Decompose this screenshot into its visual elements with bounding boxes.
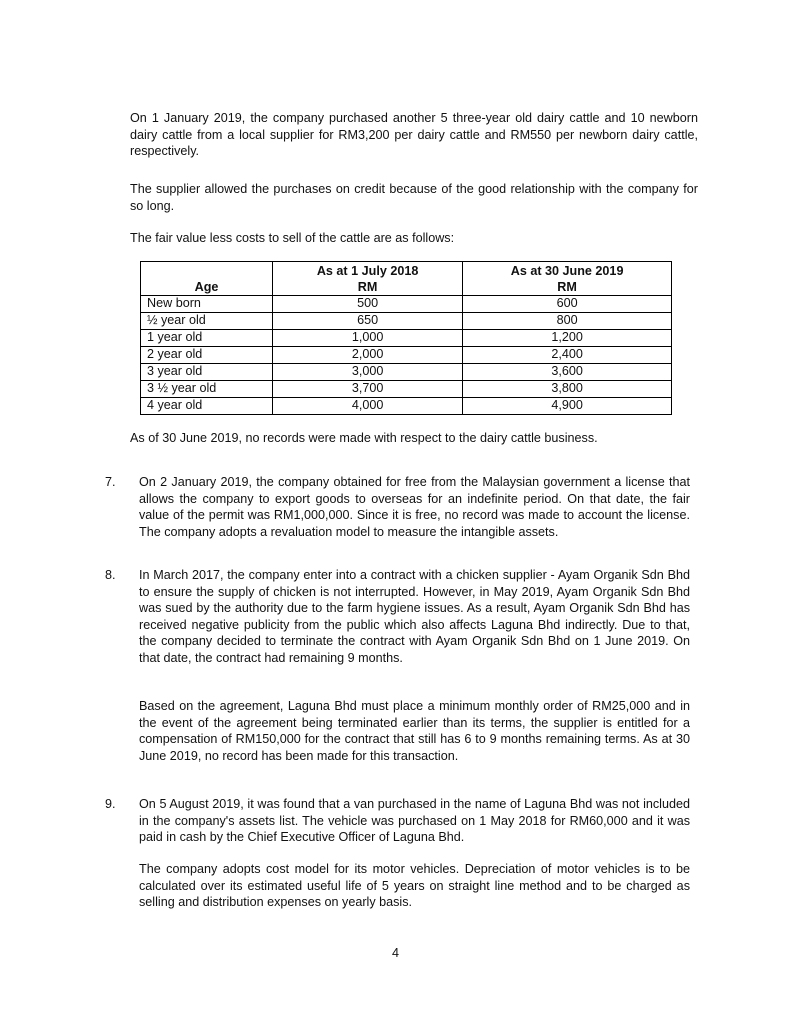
item-number-9: 9. bbox=[105, 797, 116, 811]
item-number-7: 7. bbox=[105, 475, 116, 489]
fair-value-table bbox=[140, 261, 672, 415]
table-row bbox=[141, 381, 672, 398]
item-9-text-2: The company adopts cost model for its motor vehicles. Depreciation of motor vehicles is to be calculated over its estimated useful life of 5 years on straight line method and to be charged as selling and distribution expenses on yearly basis. bbox=[139, 862, 690, 910]
table-row bbox=[141, 398, 672, 415]
cell-2019: 4,900 bbox=[463, 398, 672, 415]
cell-2018: 2,000 bbox=[273, 347, 463, 364]
header-age: Age bbox=[141, 262, 273, 296]
cell-2019: 3,600 bbox=[463, 364, 672, 381]
table-row bbox=[141, 330, 672, 347]
table-row bbox=[141, 364, 672, 381]
cell-2019: 3,800 bbox=[463, 381, 672, 398]
cell-2019: 2,400 bbox=[463, 347, 672, 364]
cell-2018: 500 bbox=[273, 296, 463, 313]
cell-age: 1 year old bbox=[141, 330, 273, 347]
cell-2018: 650 bbox=[273, 313, 463, 330]
item-7-text: On 2 January 2019, the company obtained for free from the Malaysian government a license that allows the company to export goods to overseas for an indefinite period. On that date, the fair value of the permit was RM1,000,000. Since it is free, no record was made to account the license. The company adopts a revaluation model to measure the intangible assets. bbox=[139, 475, 690, 539]
item-8-text-2: Based on the agreement, Laguna Bhd must place a minimum monthly order of RM25,000 and in the event of the agreement being terminated earlier than its terms, the supplier is entitled for a compensation of RM150,000 for the contract that still has 6 to 9 months remaining terms. As at 30 June 2019, no record has been made for this transaction. bbox=[139, 699, 690, 763]
cell-2018: 3,700 bbox=[273, 381, 463, 398]
cell-age: 4 year old bbox=[141, 398, 273, 415]
cell-age: 2 year old bbox=[141, 347, 273, 364]
cell-2019: 1,200 bbox=[463, 330, 672, 347]
header-2018: As at 1 July 2018 RM bbox=[273, 262, 463, 296]
table-header-row bbox=[141, 262, 672, 296]
cell-age: 3 ½ year old bbox=[141, 381, 273, 398]
intro-paragraph-credit: The supplier allowed the purchases on credit because of the good relationship with the company for so long. bbox=[130, 182, 698, 213]
table-row bbox=[141, 347, 672, 364]
intro-paragraph-fair-value: The fair value less costs to sell of the cattle are as follows: bbox=[130, 231, 455, 245]
cell-2018: 3,000 bbox=[273, 364, 463, 381]
page-number: 4 bbox=[391, 946, 399, 960]
cell-2018: 1,000 bbox=[273, 330, 463, 347]
cell-age: 3 year old bbox=[141, 364, 273, 381]
item-number-8: 8. bbox=[105, 568, 116, 582]
intro-paragraph-purchase: On 1 January 2019, the company purchased another 5 three-year old dairy cattle and 10 newborn dairy cattle from a local supplier for RM3,200 per dairy cattle and RM550 per newborn dairy cattle, respectively. bbox=[130, 111, 698, 159]
cell-2019: 800 bbox=[463, 313, 672, 330]
item-8-text-1: In March 2017, the company enter into a contract with a chicken supplier - Ayam Organik Sdn Bhd to ensure the supply of chicken is not interrupted. However, in May 2019, Ayam Organik Sdn Bhd was sued by the authority due to the farm hygiene issues. As a result, Ayam Organik Sdn Bhd has received negative publicity from the public which also affects Laguna Bhd indirectly. Due to that, the company decided to terminate the contract with Ayam Organik Sdn Bhd on 1 June 2019. On that date, the contract had remaining 9 months. bbox=[139, 568, 690, 665]
header-2019: As at 30 June 2019 RM bbox=[463, 262, 672, 296]
cell-age: ½ year old bbox=[141, 313, 273, 330]
cell-age: New born bbox=[141, 296, 273, 313]
cell-2019: 600 bbox=[463, 296, 672, 313]
table-row bbox=[141, 296, 672, 313]
table-row bbox=[141, 313, 672, 330]
cell-2018: 4,000 bbox=[273, 398, 463, 415]
intro-paragraph-no-records: As of 30 June 2019, no records were made with respect to the dairy cattle business. bbox=[130, 431, 598, 445]
item-9-text-1: On 5 August 2019, it was found that a van purchased in the name of Laguna Bhd was not included in the company's assets list. The vehicle was purchased on 1 May 2018 for RM60,000 and it was paid in cash by the Chief Executive Officer of Laguna Bhd. bbox=[139, 797, 690, 845]
